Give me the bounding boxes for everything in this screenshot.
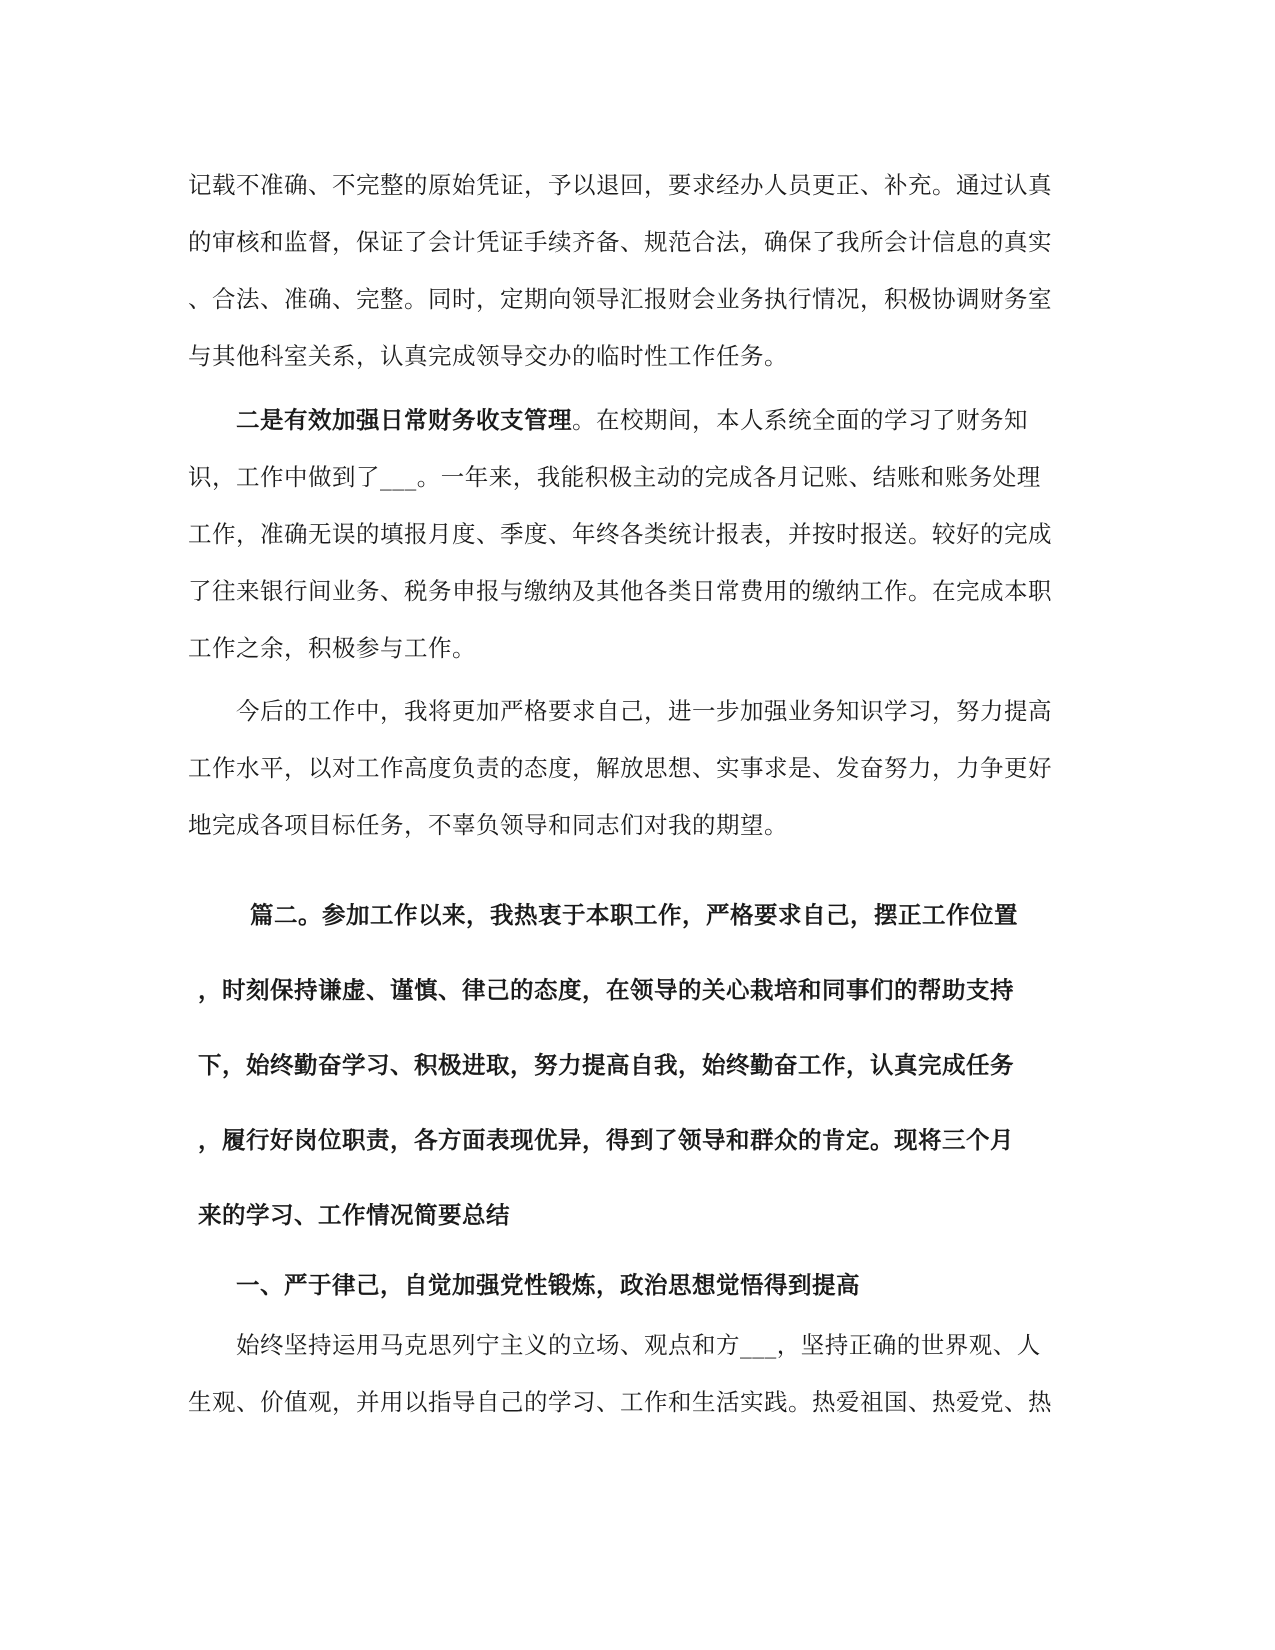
paragraph-line: 识，工作中做到了___。一年来，我能积极主动的完成各月记账、结账和账务处理	[188, 463, 1041, 491]
section-intro-line: ，履行好岗位职责，各方面表现优异，得到了领导和群众的肯定。现将三个月	[198, 1126, 1014, 1154]
paragraph-line: 始终坚持运用马克思列宁主义的立场、观点和方___，坚持正确的世界观、人	[236, 1331, 1041, 1359]
section-intro-line: ，时刻保持谦虚、谨慎、律己的态度，在领导的关心栽培和同事们的帮助支持	[198, 976, 1014, 1004]
paragraph-line: 与其他科室关系，认真完成领导交办的临时性工作任务。	[188, 342, 788, 370]
paragraph-lead-bold: 二是有效加强日常财务收支管理	[236, 406, 572, 434]
section-intro-line: 下，始终勤奋学习、积极进取，努力提高自我，始终勤奋工作，认真完成任务	[198, 1051, 1014, 1079]
paragraph-line: 地完成各项目标任务，不辜负领导和同志们对我的期望。	[188, 811, 788, 839]
paragraph-line: 了往来银行间业务、税务申报与缴纳及其他各类日常费用的缴纳工作。在完成本职	[188, 577, 1052, 605]
section-intro-line: 篇二。参加工作以来，我热衷于本职工作，严格要求自己，摆正工作位置	[250, 901, 1018, 929]
paragraph-line: 工作水平，以对工作高度负责的态度，解放思想、实事求是、发奋努力，力争更好	[188, 754, 1052, 782]
section-intro-line: 来的学习、工作情况简要总结	[198, 1201, 510, 1229]
paragraph-first-line	[236, 405, 1136, 435]
paragraph-line: 、合法、准确、完整。同时，定期向领导汇报财会业务执行情况，积极协调财务室	[188, 285, 1052, 313]
section-heading: 一、严于律己，自觉加强党性锻炼，政治思想觉悟得到提高	[236, 1271, 860, 1299]
paragraph-line: 记载不准确、不完整的原始凭证，予以退回，要求经办人员更正、补充。通过认真	[188, 171, 1052, 199]
paragraph-line: 工作，准确无误的填报月度、季度、年终各类统计报表，并按时报送。较好的完成	[188, 520, 1052, 548]
paragraph-line: 今后的工作中，我将更加严格要求自己，进一步加强业务知识学习，努力提高	[236, 697, 1052, 725]
paragraph-line: 的审核和监督，保证了会计凭证手续齐备、规范合法，确保了我所会计信息的真实	[188, 228, 1052, 256]
paragraph-text: 。在校期间，本人系统全面的学习了财务知	[572, 406, 1028, 434]
paragraph-line: 生观、价值观，并用以指导自己的学习、工作和生活实践。热爱祖国、热爱党、热	[188, 1388, 1052, 1416]
paragraph-line: 工作之余，积极参与工作。	[188, 634, 476, 662]
